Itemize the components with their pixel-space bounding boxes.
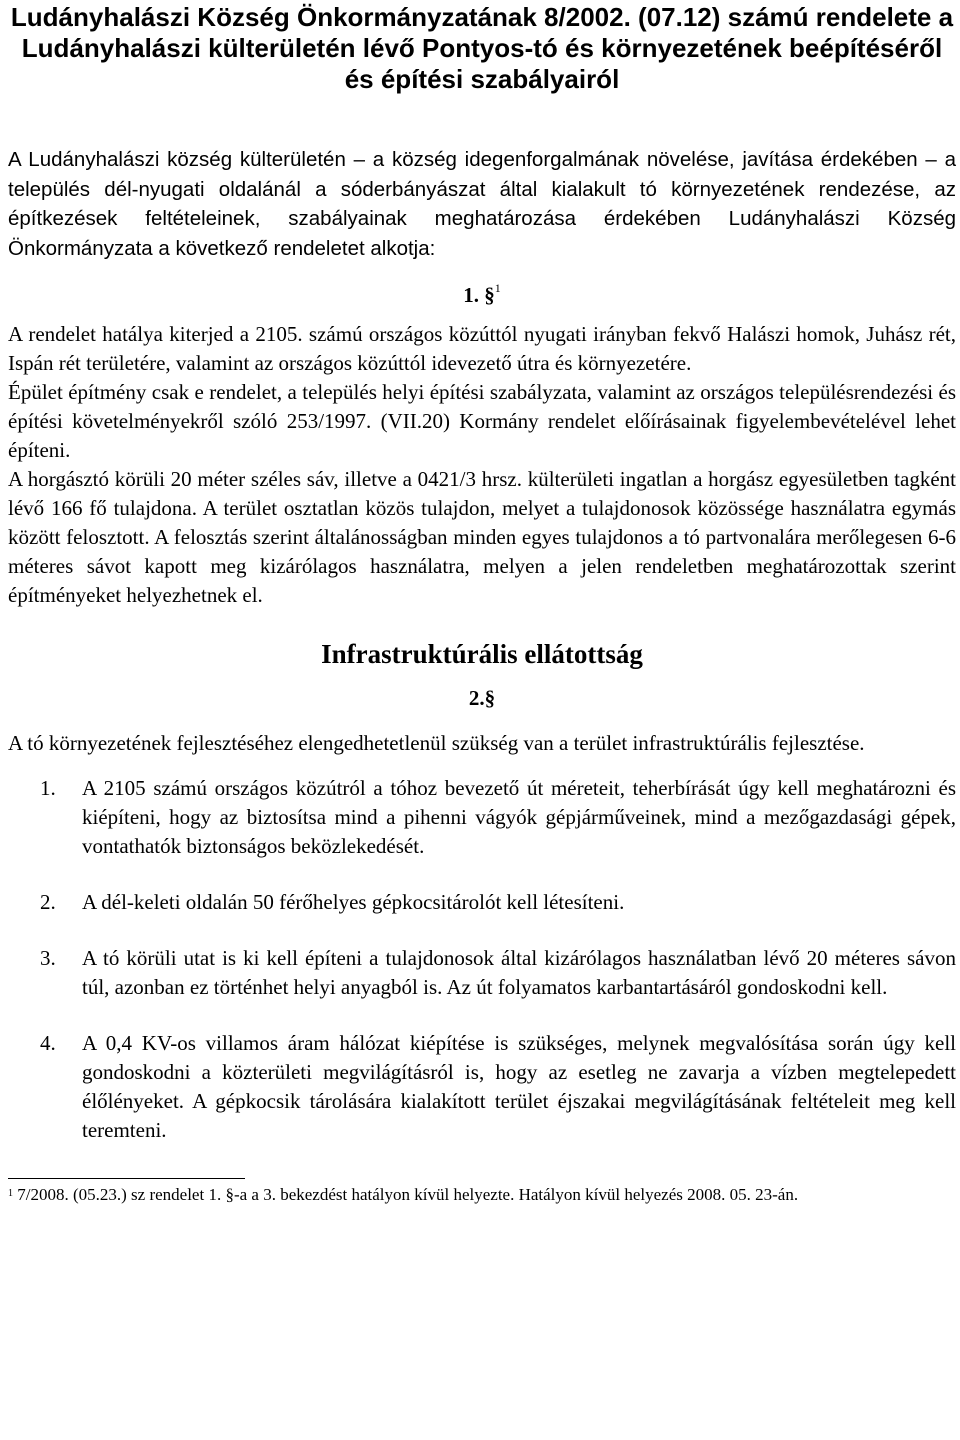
list-item-text: A 2105 számú országos közútról a tóhoz bevezető út méreteit, teherbírását úgy kell meghatározni és kiépíteni, hogy az biztosítsa mind a pihenni vágyók gépjárműveinek, mind a mezőgazdasági gépek, vontathatók biztonságos beközlekedését.: [82, 776, 956, 858]
list-item-number: 3.: [40, 946, 56, 970]
section-2-paragraph: A tó környezetének fejlesztéséhez elengedhetetlenül szükség van a terület infrastruktúrális fejlesztése.: [8, 731, 865, 755]
footnote-marker: 1: [8, 1188, 13, 1199]
section-1-paragraph-3: A horgásztó körüli 20 méter széles sáv, illetve a 0421/3 hrsz. külterületi ingatlan a horgász egyesületben tagként lévő 166 fő tulajdona. A terület osztatlan közös tulajdon, melyet a tulajdonosok közössége használatra egymás között felosztott. A felosztás szerint általánosságban minden egyes tulajdonos a tó partvonalára merőlegesen 6-6 méteres sávot kapott meg kizárólagos használatra, melyen a jelen rendeletben meghatározottak szerint építményeket helyezhetnek el.: [8, 467, 956, 607]
infrastructure-heading: Infrastruktúrális ellátottság: [321, 639, 643, 669]
document-page: [8, 0, 956, 1206]
numbered-list: [8, 774, 956, 1145]
list-item: [8, 944, 956, 1002]
footnote-separator: [8, 1178, 245, 1179]
list-item-text: A 0,4 KV-os villamos áram hálózat kiépítése is szükséges, melynek megvalósítása során úgy kell gondoskodni a közterületi megvilágításról is, hogy az esetleg ne zavarja a vízben megtelepedett élőlényeket. A gépkocsik tárolására kialakított terület éjszakai megvilágításának feltételeit meg kell teremteni.: [82, 1031, 956, 1142]
list-item-text: A tó körüli utat is ki kell építeni a tulajdonosok által kizárólagos használatban lévő 20 méteres sávon túl, azonban ez történhet helyi anyagból is. Az út folyamatos karbantartásáról gondoskodni kell.: [82, 946, 956, 999]
intro-paragraph: A Ludányhalászi község külterületén – a község idegenforgalmának növelése, javítása érdekében – a település dél-nyugati oldalánál a sóderbányászat által kialakult tó környezetének rendezése, az építkezések feltételeinek, szabályainak meghatározása érdekében Ludányhalászi Község Önkormányzata a következő rendeletet alkotja:: [8, 148, 956, 260]
section-1-paragraph-1: A rendelet hatálya kiterjed a 2105. számú országos közúttól nyugati irányban fekvő Halászi homok, Juhász rét, Ispán rét területére, valamint az országos közúttól idevezető útra és környezetére.: [8, 322, 956, 375]
list-item: [8, 774, 956, 861]
list-item-number: 1.: [40, 776, 56, 800]
list-item-number: 4.: [40, 1031, 56, 1055]
section-2-heading: 2.§: [468, 686, 496, 710]
list-item-number: 2.: [40, 890, 56, 914]
document-title: Ludányhalászi Község Önkormányzatának 8/2002. (07.12) számú rendelete a Ludányhalászi külterületén lévő Pontyos-tó és környezetének beépítéséről és építési szabályairól: [10, 2, 954, 94]
footnote-reference[interactable]: 1: [494, 281, 501, 295]
section-1-paragraph-2: Épület építmény csak e rendelet, a település helyi építési szabályzata, valamint az országos településrendezési és építési követelményekről szóló 253/1997. (VII.20) Kormány rendelet előírásainak figyelembevételével lehet építeni.: [8, 380, 956, 462]
list-item-text: A dél-keleti oldalán 50 férőhelyes gépkocsitárolót kell létesíteni.: [82, 890, 625, 914]
list-item: [8, 1029, 956, 1145]
list-item: [8, 888, 956, 917]
section-1-heading: [8, 283, 956, 308]
footnote: [8, 1183, 956, 1206]
section-1-label: 1. §: [463, 283, 495, 307]
footnote-text: 7/2008. (05.23.) sz rendelet 1. §-a a 3. bekezdést hatályon kívül helyezte. Hatályon kívül helyezés 2008. 05. 23-án.: [17, 1185, 799, 1204]
